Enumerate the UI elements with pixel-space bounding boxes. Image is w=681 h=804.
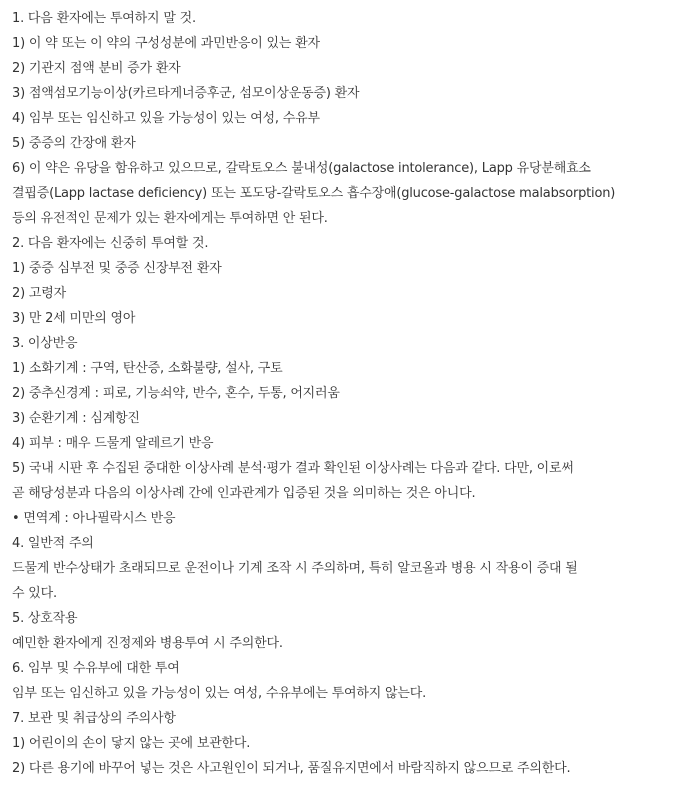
list-item: 3) 순환기계 : 심계항진 [12,411,140,426]
bullet-item: • 면역계 : 아나필락시스 반응 [12,511,176,526]
list-item: 3) 점액섬모기능이상(카르타게너증후군, 섬모이상운동증) 환자 [12,86,360,101]
list-item: 2) 고령자 [12,286,66,301]
list-item: 5) 국내 시판 후 수집된 중대한 이상사례 분석·평가 결과 확인된 이상사례는 다음과 같다. 다만, 이로써 [12,461,574,476]
section-heading-careful-administration: 2. 다음 환자에는 신중히 투여할 것. [12,236,209,251]
list-item: 1) 이 약 또는 이 약의 구성성분에 과민반응이 있는 환자 [12,36,320,51]
section-heading-interactions: 5. 상호작용 [12,611,78,626]
list-item: 3) 만 2세 미만의 영아 [12,311,136,326]
paragraph-line: 등의 유전적인 문제가 있는 환자에게는 투여하면 안 된다. [12,211,328,226]
section-heading-pregnancy: 6. 임부 및 수유부에 대한 투여 [12,661,180,676]
list-item: 5) 중증의 간장애 환자 [12,136,136,151]
list-item: 6) 이 약은 유당을 함유하고 있으므로, 갈락토오스 불내성(galactose intolerance), Lapp 유당분해효소 [12,161,591,176]
paragraph-line: 드물게 반수상태가 초래되므로 운전이나 기계 조작 시 주의하며, 특히 알코올과 병용 시 작용이 증대 될 [12,561,578,576]
list-item: 1) 소화기계 : 구역, 탄산증, 소화불량, 설사, 구토 [12,361,283,376]
section-heading-adverse-reactions: 3. 이상반응 [12,336,78,351]
list-item: 2) 중추신경계 : 피로, 기능쇠약, 반수, 혼수, 두통, 어지러움 [12,386,340,401]
section-heading-general-precautions: 4. 일반적 주의 [12,536,94,551]
list-item: 2) 기관지 점액 분비 증가 환자 [12,61,181,76]
list-item: 2) 다른 용기에 바꾸어 넣는 것은 사고원인이 되거나, 품질유지면에서 바람직하지 않으므로 주의한다. [12,761,571,776]
document-body [12,6,674,781]
list-item: 4) 임부 또는 임신하고 있을 가능성이 있는 여성, 수유부 [12,111,320,126]
paragraph-line: 결핍증(Lapp lactase deficiency) 또는 포도당-갈락토오스 흡수장애(glucose-galactose malabsorption) [12,186,616,201]
section-heading-storage: 7. 보관 및 취급상의 주의사항 [12,711,176,726]
section-heading-contraindications: 1. 다음 환자에는 투여하지 말 것. [12,11,196,26]
paragraph-line: 예민한 환자에게 진정제와 병용투여 시 주의한다. [12,636,283,651]
paragraph-line: 곧 해당성분과 다음의 이상사례 간에 인과관계가 입증된 것을 의미하는 것은 아니다. [12,486,476,501]
paragraph-line: 수 있다. [12,586,57,601]
paragraph-line: 임부 또는 임신하고 있을 가능성이 있는 여성, 수유부에는 투여하지 않는다. [12,686,426,701]
list-item: 4) 피부 : 매우 드물게 알레르기 반응 [12,436,214,451]
list-item: 1) 중증 심부전 및 중증 신장부전 환자 [12,261,222,276]
list-item: 1) 어린이의 손이 닿지 않는 곳에 보관한다. [12,736,251,751]
